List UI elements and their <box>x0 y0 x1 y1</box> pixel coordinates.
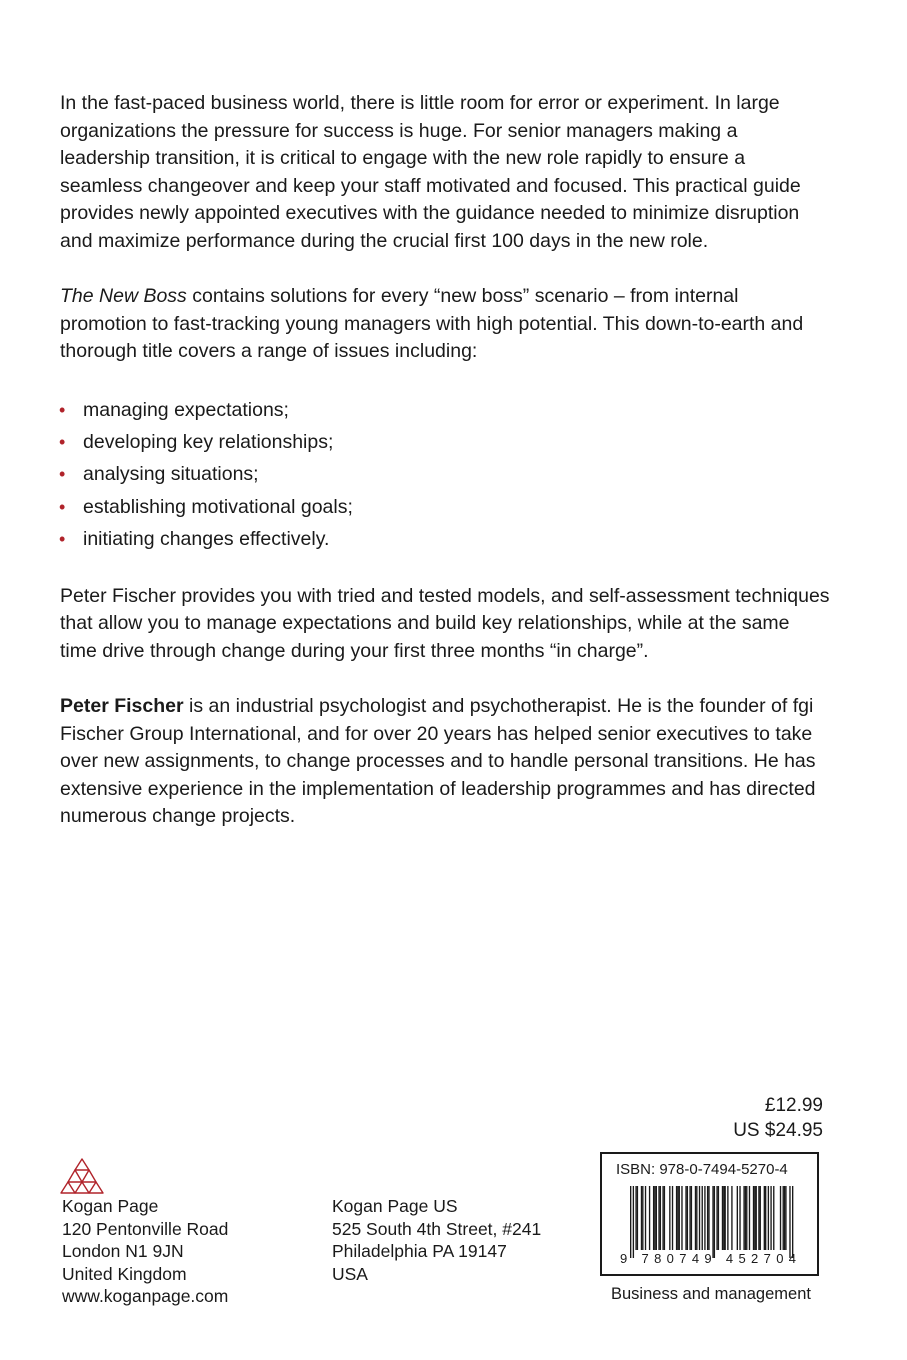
price-gbp: £12.99 <box>764 1095 823 1116</box>
list-item-label: establishing motivational goals; <box>83 495 353 518</box>
bullet-icon: • <box>59 464 66 485</box>
issues-list <box>60 394 830 556</box>
publisher-name: Kogan Page US <box>332 1196 458 1216</box>
book-category: Business and management <box>611 1285 811 1303</box>
list-item <box>60 394 830 426</box>
author-name: Peter Fischer <box>60 694 184 717</box>
author-bio-text: is an industrial psychologist and psychotherapist. He is the founder of fgi Fischer Group International, and for over 20 years has helped senior executives to take over new assignments, to change processes and to handle personal transitions. He has extensive experience in the implementation of leadership programmes and has directed numerous change projects. <box>60 694 816 828</box>
price-usd: US $24.95 <box>733 1120 823 1141</box>
barcode-digits: 9 780749 452704 <box>620 1251 796 1264</box>
publisher-country: USA <box>332 1263 368 1284</box>
back-cover-blurb <box>60 90 830 859</box>
barcode-icon <box>620 1186 800 1264</box>
publisher-street: 120 Pentonville Road <box>62 1218 229 1239</box>
bullet-icon: • <box>59 431 66 452</box>
book-summary-text: contains solutions for every “new boss” scenario – from internal promotion to fast-tracking young managers with high potential. This down-to-earth and thorough title covers a range of issues including: <box>60 285 804 363</box>
isbn-barcode <box>600 1152 819 1276</box>
book-summary-paragraph <box>60 283 830 366</box>
list-item <box>60 491 830 523</box>
publisher-street: 525 South 4th Street, #241 <box>332 1218 542 1239</box>
publisher-name: Kogan Page <box>62 1196 159 1216</box>
publisher-address-uk <box>62 1195 228 1308</box>
publisher-city: London N1 9JN <box>62 1241 184 1262</box>
isbn-label: ISBN: 978-0-7494-5270-4 <box>616 1161 788 1178</box>
publisher-country: United Kingdom <box>62 1263 187 1284</box>
bullet-icon: • <box>59 496 66 517</box>
list-item <box>60 426 830 458</box>
list-item-label: analysing situations; <box>83 463 259 486</box>
bullet-icon: • <box>59 399 66 420</box>
kogan-page-logo-icon <box>60 1157 104 1195</box>
price-block <box>733 1093 823 1143</box>
publisher-address-us <box>332 1195 541 1285</box>
models-paragraph: Peter Fischer provides you with tried and tested models, and self-assessment techniques that allow you to manage expectations and build key relationships, while at the same time drive through change during your first three months “in charge”. <box>60 584 830 662</box>
intro-paragraph: In the fast-paced business world, there is little room for error or experiment. In large organizations the pressure for success is huge. For senior managers making a leadership transition, it is critical to engage with the new role rapidly to ensure a seamless changeover and keep your staff motivated and focused. This practical guide provides newly appointed executives with the guidance needed to minimize disruption and maximize performance during the crucial first 100 days in the new role. <box>60 92 801 252</box>
author-bio-paragraph <box>60 693 830 831</box>
book-title: The New Boss <box>60 285 187 308</box>
list-item-label: managing expectations; <box>83 398 289 421</box>
list-item <box>60 458 830 490</box>
publisher-website: www.koganpage.com <box>62 1286 229 1307</box>
list-item <box>60 523 830 555</box>
bullet-icon: • <box>59 529 66 550</box>
list-item-label: developing key relationships; <box>83 430 334 453</box>
list-item-label: initiating changes effectively. <box>83 528 330 551</box>
publisher-city: Philadelphia PA 19147 <box>332 1241 507 1262</box>
